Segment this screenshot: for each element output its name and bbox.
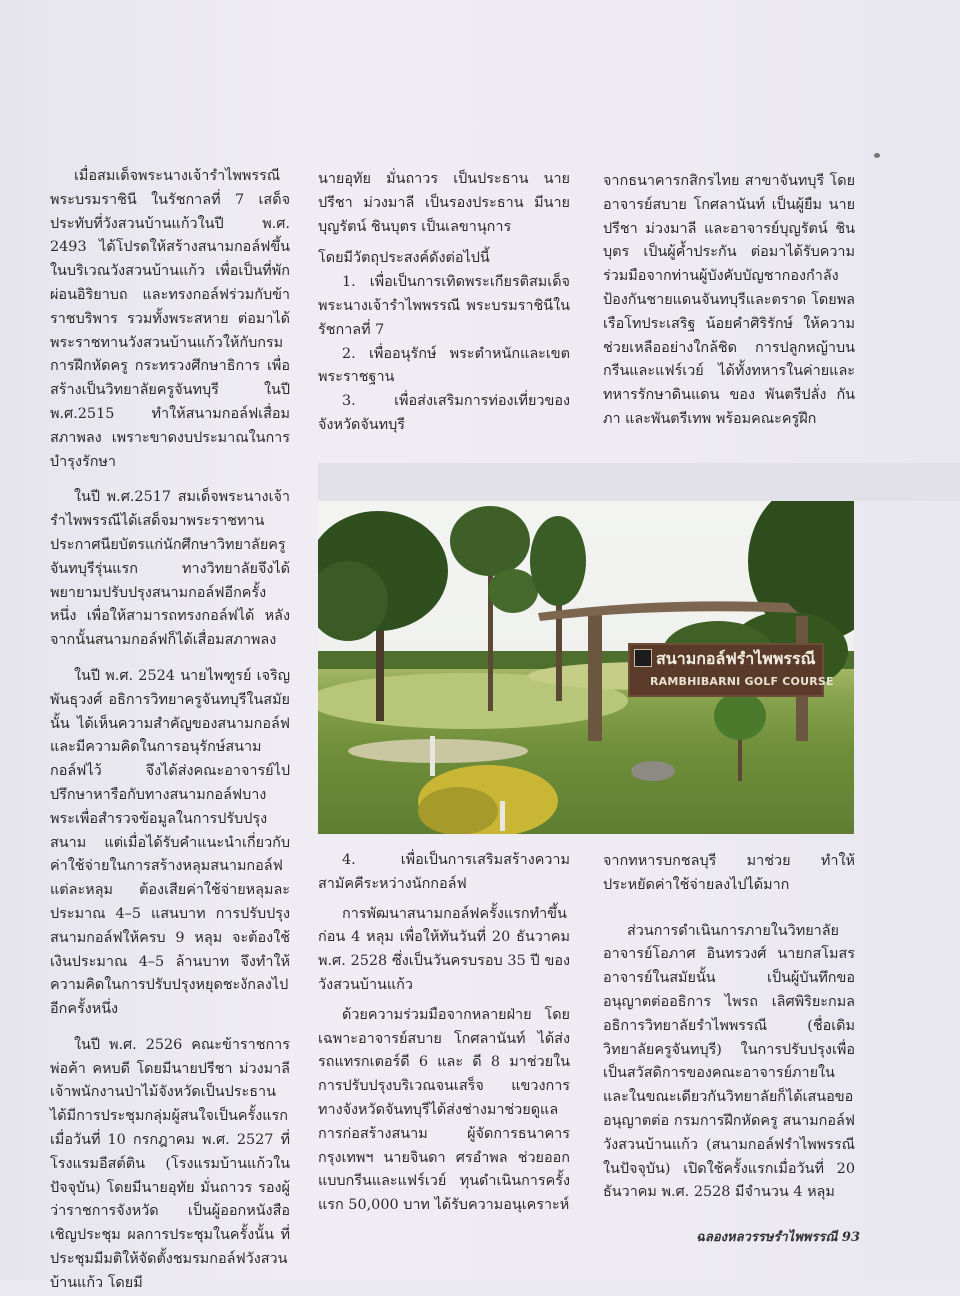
paragraph: ส่วนการดำเนินการภายในวิทยาลัย อาจารย์โอภาศ อินทรวงศ์ นายกสโมสรอาจารย์ในสมัยนั้น เป็นผู้บันทึกขออนุญาตต่ออธิการ ไพรถ เลิศพิริยะกมล อธิการวิทยาลัยรำไพพรรณี (ชื่อเดิมวิทยาลัยครูจันทบุรี) ในการปรับปรุงเพื่อเป็นสวัสดิการของคณะอาจารย์ภายใน และในขณะเดียวกันวิทยาลัยก็ได้เสนอขออนุญาตต่อ กรมการฝึกหัดครู สนามกอล์ฟวังสวนบ้านแก้ว (สนามกอล์ฟรำไพพรรณี ในปัจจุบัน) เปิดใช้ครั้งแรกเมื่อวันที่ 20 ธันวาคม พ.ศ. 2528 มีจำนวน 4 หลุม <box>603 922 855 1201</box>
paragraph: ด้วยความร่วมมือจากหลายฝ่าย โดยเฉพาะอาจารย์สบาย โกศลานันท์ ได้ส่งรถแทรกเตอร์ดี 6 และ ดี 8 มาช่วยในการปรับปรุงบริเวณจนเสร็จ แขวงการทางจังหวัดจันทบุรีได้ส่งช่างมาช่วยดูแลการก่อสร้างสนาม ผู้จัดการธนาคารกรุงเทพฯ นายจินดา ศรอำพล ช่วยออกแบบกรีนและแฟร์เวย์ ทุนดำเนินการครั้งแรก 50,000 บาท ได้รับความอนุเคราะห์ <box>318 1006 570 1214</box>
paragraph: นายอุทัย มั่นถาวร เป็นประธาน นายปรีชา ม่วงมาลี เป็นรองประธาน มีนายบุญรัตน์ ชินบุตร เป็นเลขานุการ <box>318 171 570 235</box>
photo-background-band <box>318 463 960 501</box>
sign-english-text: RAMBHIBARNI GOLF COURSE <box>650 675 834 688</box>
column-middle-top <box>318 168 570 438</box>
column-middle-bottom <box>318 849 570 1218</box>
sign-logo-icon <box>634 649 652 667</box>
page-footer: ฉลองหลวรรษรำไพพรรณี 93 <box>696 1230 860 1245</box>
objective-item: 2. เพื่ออนุรักษ์ พระตำหนักและเขตพระราชฐาน <box>318 345 570 386</box>
paragraph: การพัฒนาสนามกอล์ฟครั้งแรกทำขึ้นก่อน 4 หลุม เพื่อให้ทันวันที่ 20 ธันวาคม พ.ศ. 2528 ซึ่งเป็นวันครบรอบ 35 ปี ของวังสวนบ้านแก้ว <box>318 905 570 993</box>
objective-item: 4. เพื่อเป็นการเสริมสร้างความสามัคคีระหว่างนักกอล์ฟ <box>318 852 570 892</box>
objectives-lead: โดยมีวัตถุประสงค์ดังต่อไปนี้ <box>318 250 490 267</box>
golf-course-sign <box>628 643 834 697</box>
sign-thai-text: สนามกอล์ฟรำไพพรรณี <box>656 649 816 668</box>
paragraph: ในปี พ.ศ.2517 สมเด็จพระนางเจ้ารำไพพรรณีได้เสด็จมาพระราชทานประกาศนียบัตรแก่นักศึกษาวิทยาลัยครูจันทบุรีรุ่นแรก ทางวิทยาลัยจึงได้พยายามปรับปรุงสนามกอล์ฟอีกครั้งหนึ่ง เพื่อให้สามารถทรงกอล์ฟได้ หลังจากนั้นสนามกอล์ฟก็ได้เสื่อมสภาพลง <box>50 489 290 649</box>
paragraph: จากธนาคารกสิกรไทย สาขาจันทบุรี โดยอาจารย์สบาย โกศลานันท์ เป็นผู้ยืม นายปรีชา ม่วงมาลี และอาจารย์บุญรัตน์ ชินบุตร เป็นผู้ค้ำประกัน ต่อมาได้รับความร่วมมือจากท่านผู้บังคับบัญชากองกำลังป้องกันชายแดนจันทบุรีและตราด โดยพลเรือโทประเสริฐ น้อยคำศิริรักษ์ ให้ความช่วยเหลืออย่างใกล้ชิด การปลูกหญ้าบนกรีนและแฟร์เวย์ ได้ทั้งทหารในค่ายและทหารรักษาดินแดน ของ พันตรีปลั่ง กันภา และพันตรีเทพ พร้อมคณะครูฝึก <box>603 173 855 427</box>
objective-item: 1. เพื่อเป็นการเทิดพระเกียรติสมเด็จพระนางเจ้ารำไพพรรณี พระบรมราชินีในรัชกาลที่ 7 <box>318 274 570 338</box>
paragraph: ในปี พ.ศ. 2526 คณะข้าราชการ พ่อค้า คหบดี โดยมีนายปรีชา ม่วงมาลี เจ้าพนักงานป่าไม้จังหวัดเป็นประธาน ได้มีการประชุมกลุ่มผู้สนใจเป็นครั้งแรก เมื่อวันที่ 10 กรกฎาคม พ.ศ. 2527 ที่โรงแรมอีสต์ติน (โรงแรมบ้านแก้วในปัจจุบัน) โดยมีนายอุทัย มั่นถาวร รองผู้ว่าราชการจังหวัด เป็นผู้ออกหนังสือเชิญประชุม ผลการประชุมในครั้งนั้น ที่ประชุมมีมติให้จัดตั้งชมรมกอล์ฟวังสวนบ้านแก้ว โดยมี <box>50 1036 290 1291</box>
objective-item: 3. เพื่อส่งเสริมการท่องเที่ยวของจังหวัดจันทบุรี <box>318 393 570 433</box>
paragraph: จากทหารบกชลบุรี มาช่วย ทำให้ประหยัดค่าใช้จ่ายลงไปได้มาก <box>603 853 855 893</box>
print-speck <box>874 153 880 158</box>
paragraph: ในปี พ.ศ. 2524 นายไพฑูรย์ เจริญพันธุวงศ์ อธิการวิทยาครูจันทบุรีในสมัยนั้น ได้เห็นความสำคัญของสนามกอล์ฟ และมีความคิดในการอนุรักษ์สนามกอล์ฟไว้ จึงได้ส่งคณะอาจารย์ไปปรึกษาหารือกับทางสนามกอล์ฟบางพระเพื่อสำรวจข้อมูลในการปรับปรุงสนาม แต่เมื่อได้รับคำแนะนำเกี่ยวกับค่าใช้จ่ายในการสร้างหลุมสนามกอล์ฟแต่ละหลุม ต้องเสียค่าใช้จ่ายหลุมละประมาณ 4–5 แสนบาท การปรับปรุงสนามกอล์ฟให้ครบ 9 หลุม จะต้องใช้เงินประมาณ 4–5 ล้านบาท จึงทำให้ความคิดในการปรับปรุงหยุดชะงักลงไปอีกครั้งหนึ่ง <box>50 667 290 1018</box>
paragraph: เมื่อสมเด็จพระนางเจ้ารำไพพรรณี พระบรมราชินี ในรัชกาลที่ 7 เสด็จประทับที่วังสวนบ้านแก้วในปี พ.ศ. 2493 ได้โปรดให้สร้างสนามกอล์ฟขึ้นในบริเวณวังสวนบ้านแก้ว เพื่อเป็นที่พักผ่อนอิริยาบถ และทรงกอล์ฟร่วมกับข้าราชบริพาร รวมทั้งพระสหาย ต่อมาได้พระราชทานวังสวนบ้านแก้วให้กับกรมการฝึกหัดครู กระทรวงศึกษาธิการ เพื่อสร้างเป็นวิทยาลัยครูจันทบุรี ในปี พ.ศ.2515 ทำให้สนามกอล์ฟเสื่อมสภาพลง เพราะขาดงบประมาณในการบำรุงรักษา <box>50 168 290 470</box>
column-left <box>50 165 290 1296</box>
column-right-bottom <box>603 850 855 1205</box>
column-right-top <box>603 170 855 432</box>
